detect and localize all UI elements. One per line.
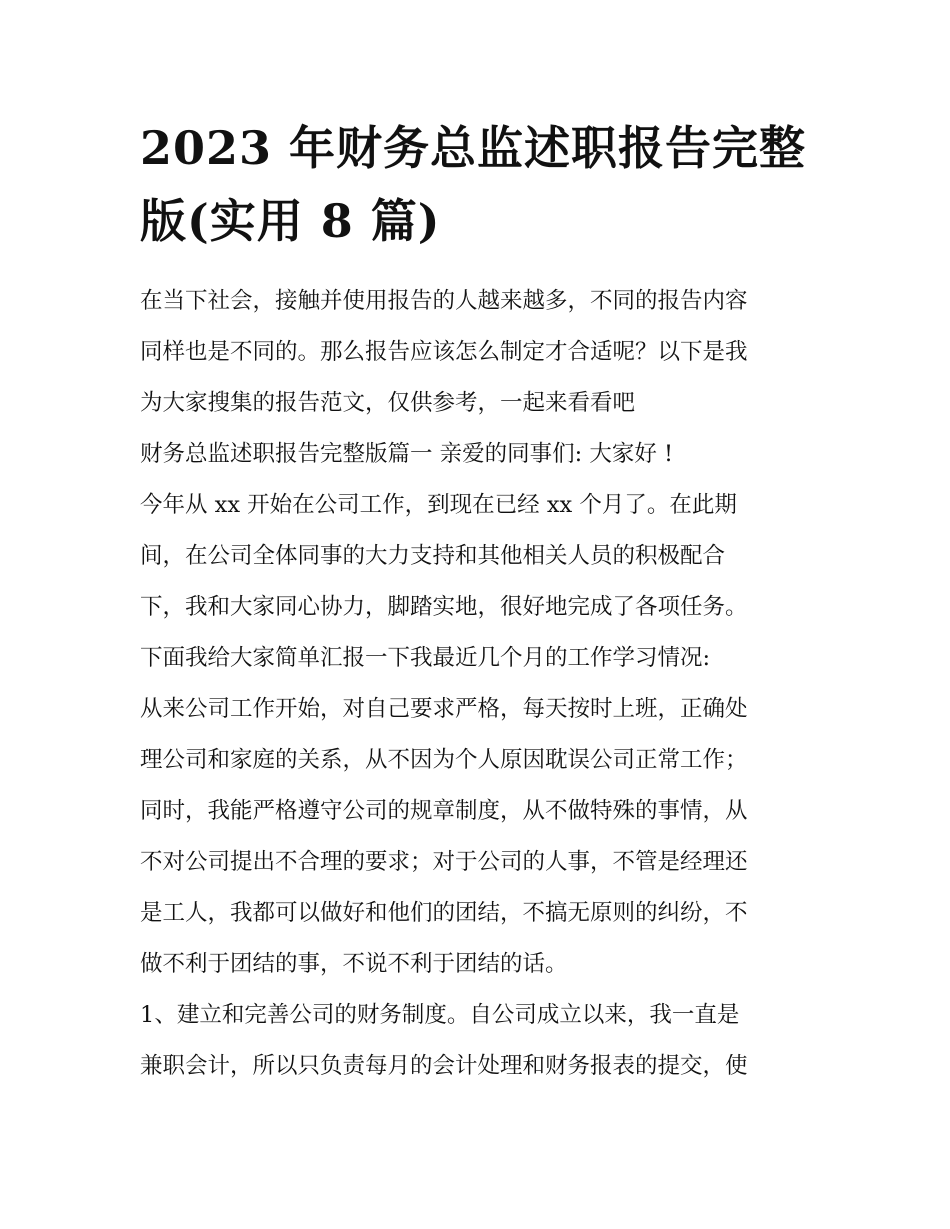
- body-line: 下，我和大家同心协力，脚踏实地，很好地完成了各项任务。: [140, 594, 748, 620]
- document-title: [140, 112, 820, 258]
- body-line: 今年从 xx 开始在公司工作，到现在已经 xx 个月了。在此期: [140, 492, 737, 518]
- document-body: [140, 276, 830, 1092]
- body-line: 下面我给大家简单汇报一下我最近几个月的工作学习情况:: [140, 645, 711, 671]
- body-line: 为大家搜集的报告范文，仅供参考，一起来看看吧: [140, 390, 636, 416]
- body-line: 在当下社会，接触并使用报告的人越来越多，不同的报告内容: [140, 288, 748, 314]
- title-line: 2023 年财务总监述职报告完整: [140, 121, 807, 175]
- body-line: 从来公司工作开始，对自己要求严格，每天按时上班，正确处: [140, 696, 748, 722]
- body-line: 做不利于团结的事，不说不利于团结的话。: [140, 951, 568, 977]
- body-line: 1、建立和完善公司的财务制度。自公司成立以来，我一直是: [140, 1002, 740, 1028]
- body-line: 财务总监述职报告完整版篇一 亲爱的同事们: 大家好 !: [140, 441, 674, 467]
- body-line: 同时，我能严格遵守公司的规章制度，从不做特殊的事情，从: [140, 798, 748, 824]
- body-line: 是工人，我都可以做好和他们的团结，不搞无原则的纠纷，不: [140, 900, 748, 926]
- title-line: 版(实用 8 篇): [140, 194, 441, 248]
- body-line: 不对公司提出不合理的要求；对于公司的人事，不管是经理还: [140, 849, 748, 875]
- body-line: 间，在公司全体同事的大力支持和其他相关人员的积极配合: [140, 543, 726, 569]
- body-line: 同样也是不同的。那么报告应该怎么制定才合适呢？以下是我: [140, 339, 748, 365]
- body-line: 兼职会计，所以只负责每月的会计处理和财务报表的提交，使: [140, 1053, 748, 1079]
- body-line: 理公司和家庭的关系，从不因为个人原因耽误公司正常工作；: [140, 747, 748, 773]
